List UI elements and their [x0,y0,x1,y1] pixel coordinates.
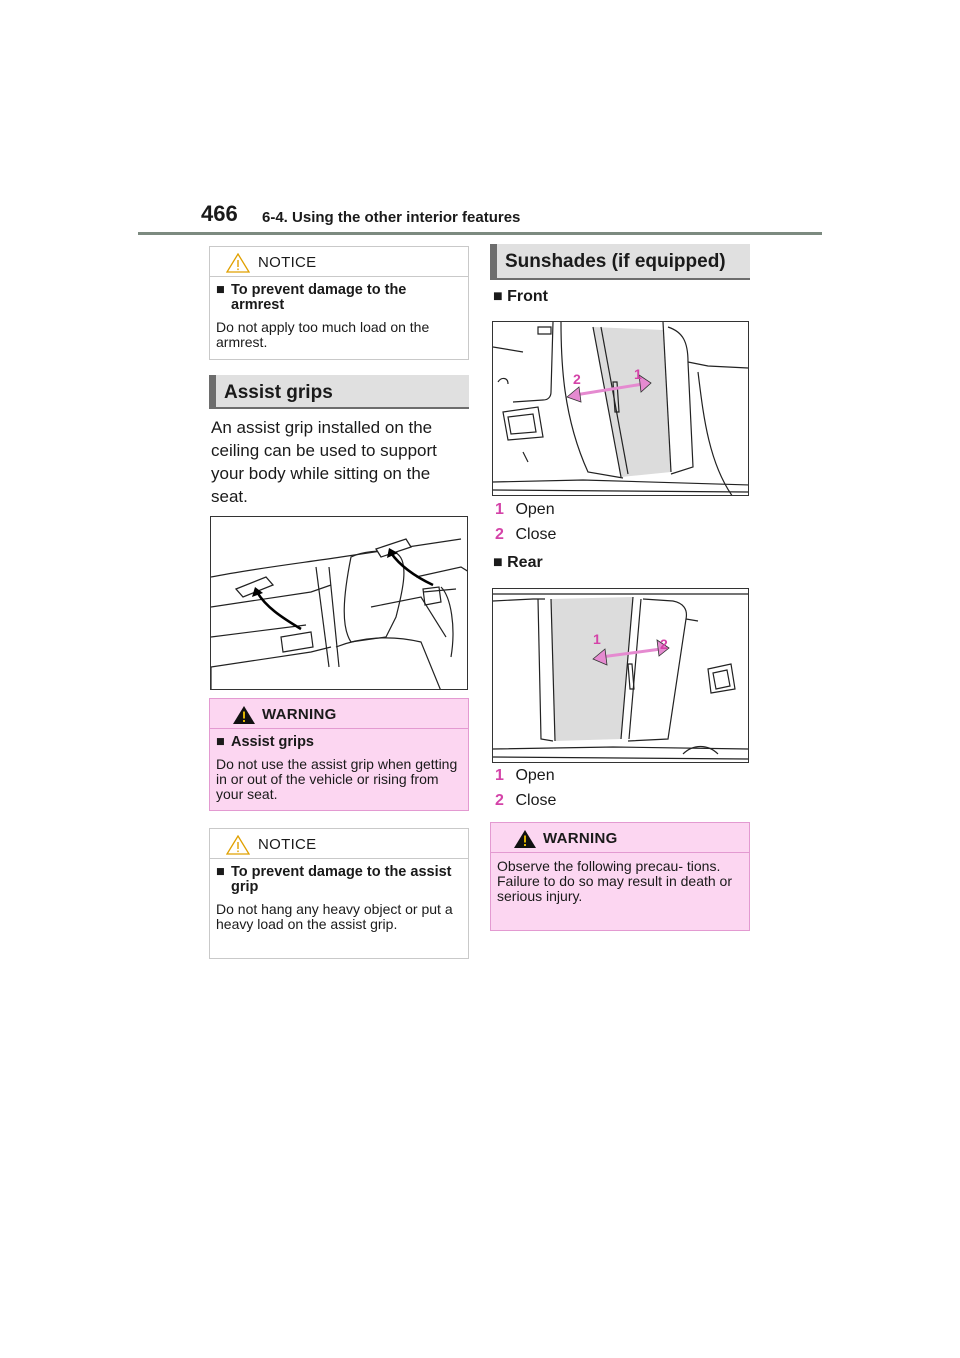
notice-assist-grip-box [209,828,469,959]
page-number: 466 [201,201,238,226]
warning-header [491,823,749,853]
caution-triangle-icon [226,253,250,273]
item-number: 2 [495,526,504,543]
front-sunshade-illustration [492,321,749,496]
assist-grips-warning-box [209,698,469,811]
item-number: 2 [495,792,504,809]
list-item [495,501,555,519]
notice-heading: To prevent damage to the armrest [231,282,407,313]
list-item [495,767,555,785]
notice-label: NOTICE [258,254,317,271]
fig-label: 2 [660,636,668,652]
fig-label: 2 [573,371,581,387]
caution-triangle-icon [226,835,250,855]
notice-text: Do not apply too much load on the armrest. [216,319,430,350]
assist-grips-heading [209,375,469,409]
square-bullet-icon: ■ [493,288,503,305]
warning-triangle-icon [513,829,537,849]
notice-label: NOTICE [258,836,317,853]
item-text: Open [515,501,555,518]
warning-header [210,699,468,729]
notice-header [210,247,468,277]
square-bullet-icon: ■ [216,282,225,298]
warning-label: WARNING [543,830,618,847]
notice-armrest-box [209,246,469,360]
notice-header [210,829,468,859]
square-bullet-icon: ■ [216,734,225,750]
rear-subheading: ■ Rear [493,554,543,571]
warning-heading: Assist grips [231,734,314,750]
warning-text: Observe the following precau- tions. Failure to do so may result in death or serious injury. [497,858,733,904]
warning-label: WARNING [262,706,337,723]
front-subheading: ■ Front [493,288,548,305]
notice-text: Do not hang any heavy object or put a heavy load on the assist grip. [216,901,453,932]
square-bullet-icon: ■ [216,864,225,880]
list-item [495,526,556,544]
item-number: 1 [495,501,504,518]
list-item [495,792,556,810]
assist-grip-illustration [210,516,468,690]
assist-grips-title: Assist grips [224,382,333,403]
assist-grips-body: An assist grip installed on the ceiling can be used to support your body while sitting on the seat. [211,418,437,506]
rear-sunshade-illustration [492,588,749,763]
warning-triangle-icon [232,705,256,725]
sunshades-heading [490,244,750,280]
item-text: Close [515,526,557,543]
sunshades-warning-box [490,822,750,931]
item-text: Close [515,792,557,809]
notice-heading: To prevent damage to the assist grip [231,864,452,895]
section-title: 6-4. Using the other interior features [262,209,521,226]
fig-label: 1 [593,631,601,647]
item-text: Open [515,767,555,784]
warning-text: Do not use the assist grip when getting in or out of the vehicle or rising from your seat. [216,756,458,802]
header-rule [138,232,822,235]
square-bullet-icon: ■ [493,554,503,571]
sunshades-title: Sunshades (if equipped) [505,251,726,272]
item-number: 1 [495,767,504,784]
fig-label: 1 [634,366,642,382]
